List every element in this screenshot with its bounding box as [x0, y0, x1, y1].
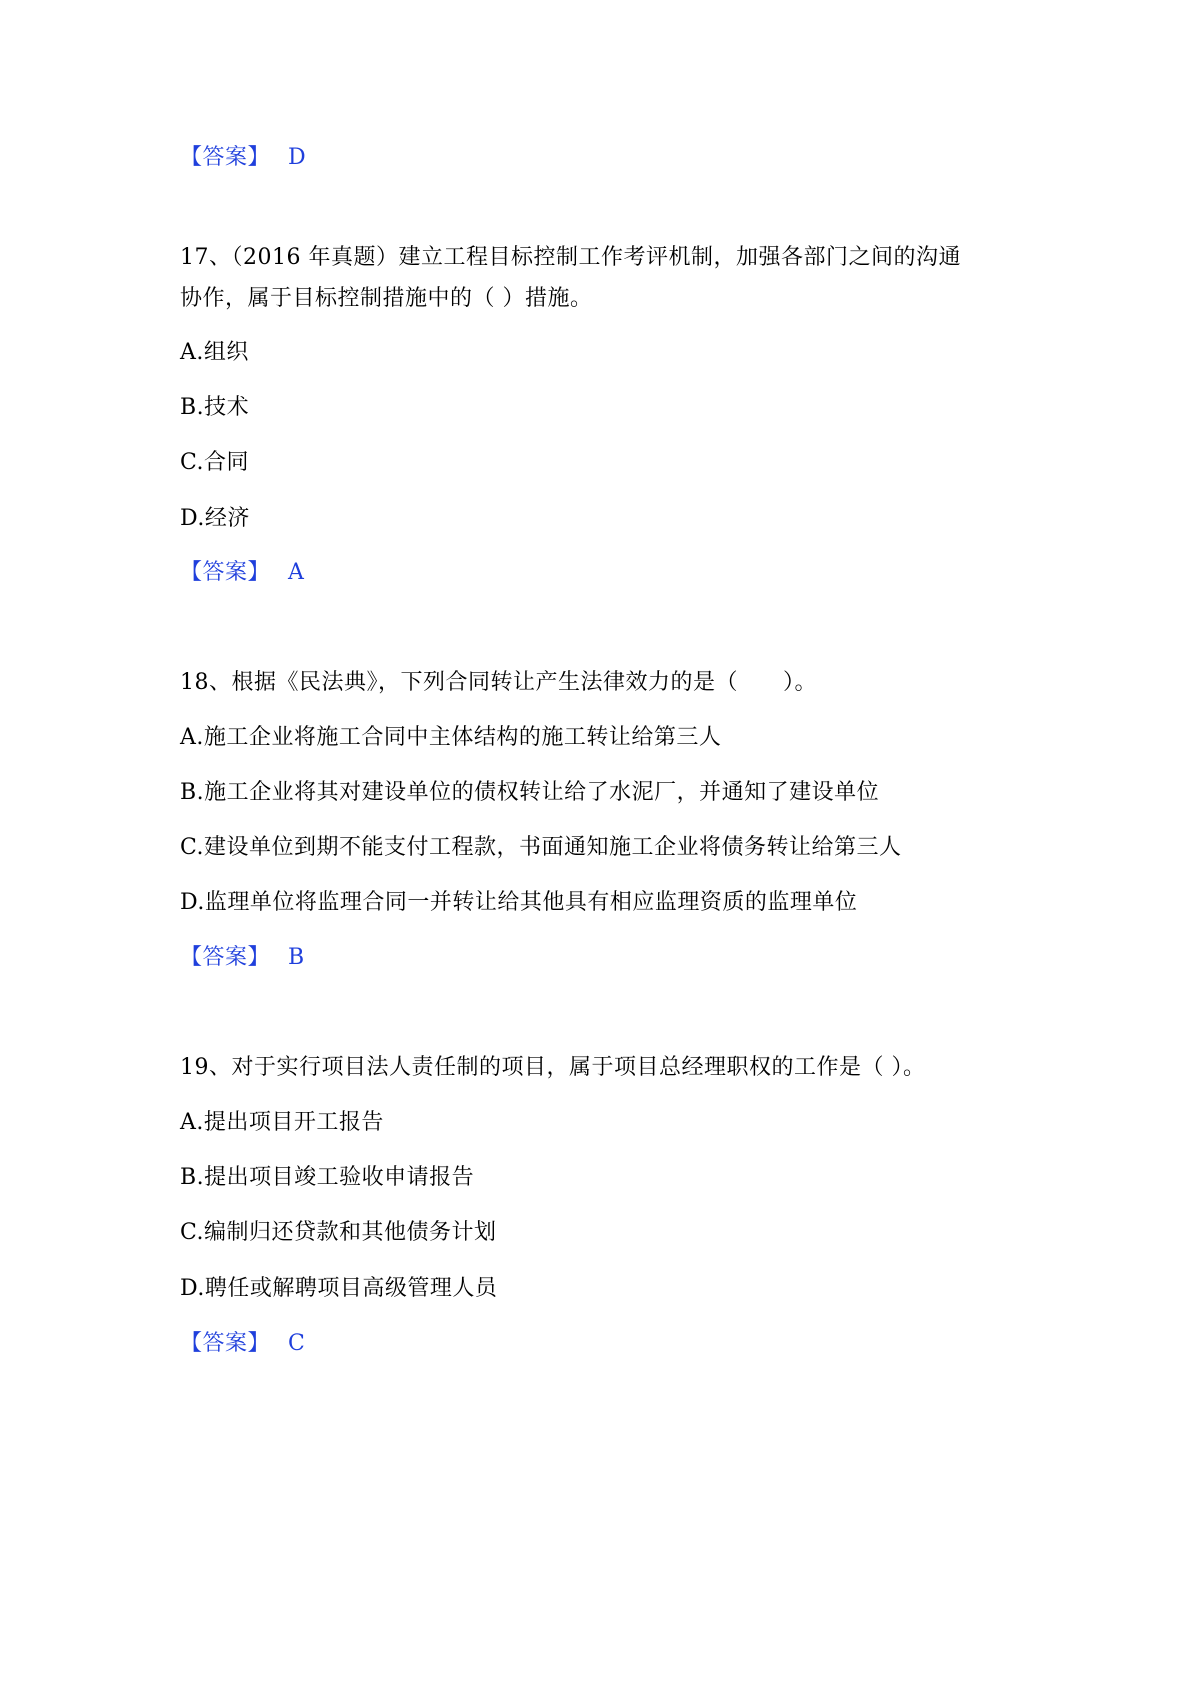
answer-17 [180, 558, 304, 588]
answer-value: C [288, 1331, 306, 1356]
answer-value: D [288, 145, 307, 170]
answer-value: A [288, 560, 305, 585]
answer-19 [180, 1329, 305, 1359]
question-18-option-b: B.施工企业将其对建设单位的债权转让给了水泥厂，并通知了建设单位 [180, 780, 880, 805]
answer-label: 【答案】 [180, 560, 271, 585]
question-19-option-a: A.提出项目开工报告 [180, 1110, 384, 1135]
question-19-option-c: C.编制归还贷款和其他债务计划 [180, 1220, 497, 1245]
question-19-option-b: B.提出项目竣工验收申请报告 [180, 1165, 475, 1190]
question-17-line-1: 17、（2016 年真题）建立工程目标控制工作考评机制，加强各部门之间的沟通 [180, 245, 961, 270]
question-17-option-c: C.合同 [180, 450, 250, 475]
question-18-option-d: D.监理单位将监理合同一并转让给其他具有相应监理资质的监理单位 [180, 890, 858, 915]
answer-label: 【答案】 [180, 145, 271, 170]
question-17-option-a: A.组织 [180, 340, 249, 365]
question-18-option-a: A.施工企业将施工合同中主体结构的施工转让给第三人 [180, 725, 722, 750]
question-19-option-d: D.聘任或解聘项目高级管理人员 [180, 1276, 498, 1301]
question-19-line-1: 19、对于实行项目法人责任制的项目，属于项目总经理职权的工作是（ ）。 [180, 1055, 926, 1080]
question-17-option-b: B.技术 [180, 395, 250, 420]
question-17-option-d: D.经济 [180, 506, 250, 531]
answer-value: B [288, 945, 305, 970]
answer-18 [180, 943, 305, 973]
answer-label: 【答案】 [180, 1331, 271, 1356]
answer-16 [180, 143, 306, 173]
question-18-option-c: C.建设单位到期不能支付工程款，书面通知施工企业将债务转让给第三人 [180, 835, 902, 860]
question-18-line-1: 18、根据《民法典》，下列合同转让产生法律效力的是（ ）。 [180, 670, 817, 695]
question-17-line-2: 协作，属于目标控制措施中的（ ）措施。 [180, 286, 593, 311]
answer-label: 【答案】 [180, 945, 271, 970]
